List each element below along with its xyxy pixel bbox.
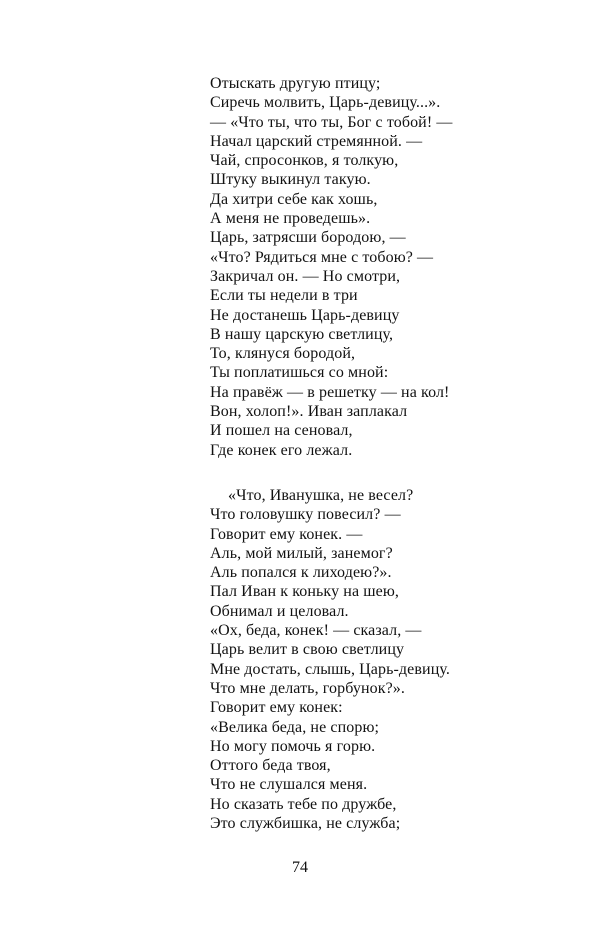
poem-line: Отыскать другую птицу; xyxy=(210,75,381,92)
poem-line: Начал царский стремянной. — xyxy=(210,132,423,150)
poem-line: Штуку выкинул такую. xyxy=(210,171,371,189)
poem-line: «Велика беда, не спорю; xyxy=(210,718,380,736)
poem-line: «Что? Рядиться мне с тобою? — xyxy=(210,248,434,266)
poem-line: Обнимал и целовал. xyxy=(210,602,349,620)
poem-line: Говорит ему конек: xyxy=(210,699,343,717)
poem-line: Чай, спросонков, я толкую, xyxy=(210,152,399,170)
poem-line: Ты поплатишься со мной: xyxy=(210,364,389,382)
poem-line: Закричал он. — Но смотри, xyxy=(210,267,401,285)
poem-line: Оттого беда твоя, xyxy=(210,757,331,775)
poem-line: Если ты недели в три xyxy=(210,287,358,305)
poem-line: Да хитри себе как хошь, xyxy=(210,190,378,208)
poem-line: Это службишка, не служба; xyxy=(210,815,401,833)
poem-line: Сиречь молвить, Царь-девицу...». xyxy=(210,94,441,112)
page-number: 74 xyxy=(292,859,308,876)
poem-line: Аль, мой милый, занемог? xyxy=(210,544,393,562)
poem-line: Говорит ему конек. — xyxy=(210,525,363,543)
poem-line: На правёж — в решетку — на кол! xyxy=(210,383,450,401)
poem-line: А меня не проведешь». xyxy=(210,210,371,228)
poem-stanza-2 xyxy=(210,486,570,833)
poem-line: Не достанешь Царь-девицу xyxy=(210,306,400,324)
poem-line: Пал Иван к коньку на шею, xyxy=(210,583,400,601)
poem-line: «Ох, беда, конек! — сказал, — xyxy=(210,622,422,640)
poem-line: Царь, затрясши бородою, — xyxy=(210,229,406,247)
poem-line: То, клянуся бородой, xyxy=(210,345,356,363)
poem-line: Аль попался к лиходею?». xyxy=(210,564,392,582)
poem-line: Где конек его лежал. xyxy=(210,441,353,459)
poem-line: Но могу помочь я горю. xyxy=(210,737,376,755)
poem-line: Вон, холоп!». Иван заплакал xyxy=(210,403,408,421)
poem-line: Мне достать, слышь, Царь-девицу. xyxy=(210,660,450,678)
poem-line: «Что, Иванушка, не весел? xyxy=(228,487,414,504)
poem-line: В нашу царскую светлицу, xyxy=(210,325,394,343)
poem-line: Царь велит в свою светлицу xyxy=(210,641,405,659)
poem-line: Что мне делать, горбунок?». xyxy=(210,679,406,697)
poem-line: Что головушку повесил? — xyxy=(210,506,401,524)
poem-line: И пошел на сеновал, xyxy=(210,422,353,440)
poem-line: — «Что ты, что ты, Бог с тобой! — xyxy=(210,113,453,131)
poem-line: Что не слушался меня. xyxy=(210,776,368,794)
poem-line: Но сказать тебе по дружбе, xyxy=(210,795,397,813)
poem-stanza-1 xyxy=(210,74,570,460)
